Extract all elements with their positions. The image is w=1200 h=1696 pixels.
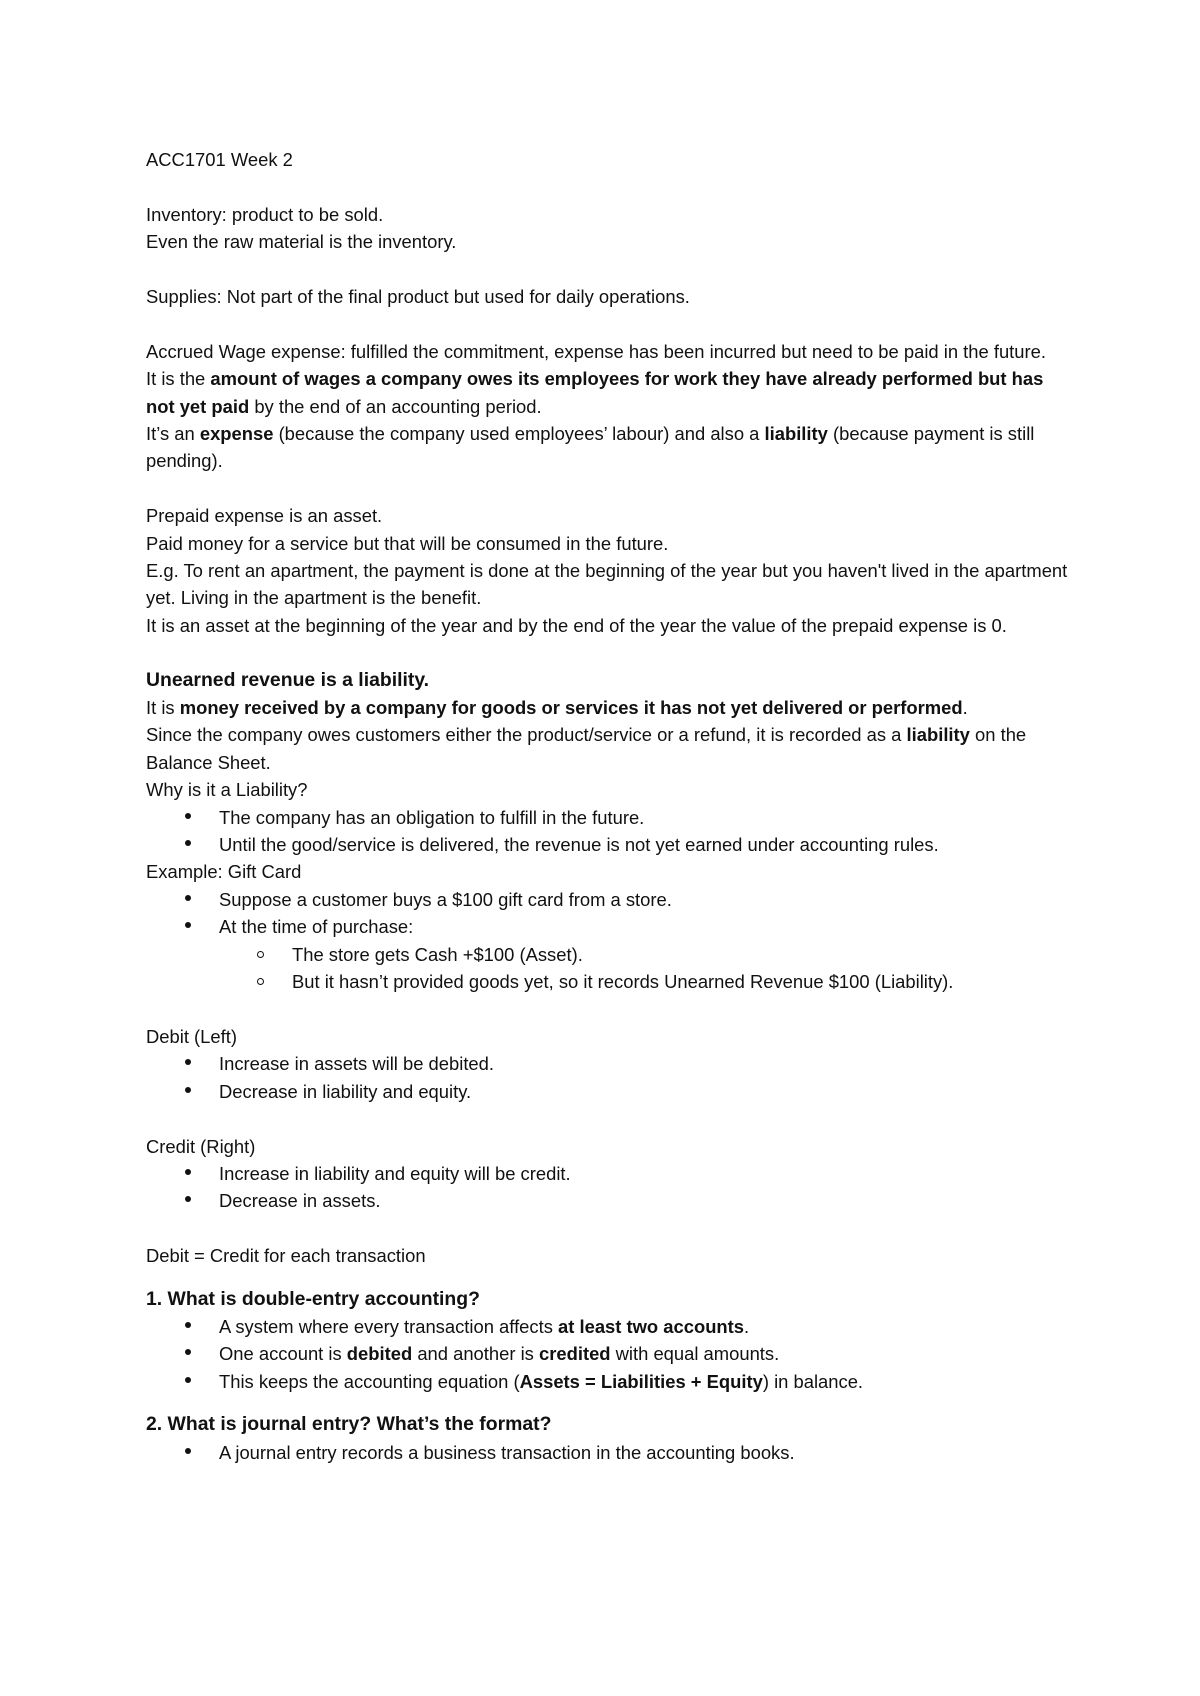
question-2-heading: 2. What is journal entry? What’s the format? <box>146 1413 552 1436</box>
list-item: Suppose a customer buys a $100 gift card from a store. <box>146 886 1076 913</box>
unearned-revenue-definition: It is money received by a company for goods or services it has not yet delivered or performed. <box>146 697 968 719</box>
unearned-revenue-heading: Unearned revenue is a liability. <box>146 668 430 691</box>
question-1-list <box>146 1313 1076 1395</box>
list-item: Decrease in assets. <box>146 1187 1076 1214</box>
example-sublist <box>146 941 1076 996</box>
prepaid-explanation: Paid money for a service but that will be consumed in the future. <box>146 532 669 554</box>
example-heading: Example: Gift Card <box>146 861 302 883</box>
document-title: ACC1701 Week 2 <box>146 149 293 170</box>
accrued-wage-intro: Accrued Wage expense: fulfilled the commitment, expense has been incurred but need to be paid in the future. <box>146 340 1046 362</box>
supplies-definition: Supplies: Not part of the final product but used for daily operations. <box>146 286 690 307</box>
list-item: Decrease in liability and equity. <box>146 1078 1076 1105</box>
list-item: The company has an obligation to fulfill in the future. <box>146 804 1076 831</box>
list-item: Increase in assets will be debited. <box>146 1050 1076 1077</box>
debit-credit-rule: Debit = Credit for each transaction <box>146 1245 426 1267</box>
list-item: This keeps the accounting equation (Assets = Liabilities + Equity) in balance. <box>146 1368 1076 1395</box>
inventory-note: Even the raw material is the inventory. <box>146 231 457 253</box>
credit-heading: Credit (Right) <box>146 1135 256 1157</box>
list-item: At the time of purchase: <box>146 913 1076 940</box>
list-item: But it hasn’t provided goods yet, so it records Unearned Revenue $100 (Liability). <box>146 968 1076 995</box>
debit-list <box>146 1050 1076 1105</box>
question-1-heading: 1. What is double-entry accounting? <box>146 1287 480 1310</box>
document-page <box>146 146 1076 1466</box>
list-item: One account is debited and another is credited with equal amounts. <box>146 1340 1076 1367</box>
list-item: A system where every transaction affects at least two accounts. <box>146 1313 1076 1340</box>
debit-heading: Debit (Left) <box>146 1025 237 1047</box>
list-item: Until the good/service is delivered, the revenue is not yet earned under accounting rules. <box>146 831 1076 858</box>
unearned-revenue-explanation: Since the company owes customers either the product/service or a refund, it is recorded as a liability on the Balance Sheet. <box>146 724 1027 773</box>
prepaid-note: It is an asset at the beginning of the year and by the end of the year the value of the prepaid expense is 0. <box>146 614 1007 636</box>
prepaid-definition: Prepaid expense is an asset. <box>146 505 383 527</box>
list-item: The store gets Cash +$100 (Asset). <box>146 941 1076 968</box>
accrued-wage-definition: It is the amount of wages a company owes its employees for work they have already performed but has not yet paid by the end of an accounting period. <box>146 368 1044 417</box>
credit-list <box>146 1160 1076 1215</box>
inventory-definition: Inventory: product to be sold. <box>146 203 384 225</box>
list-item: A journal entry records a business transaction in the accounting books. <box>146 1439 1076 1466</box>
question-2-list <box>146 1439 1076 1466</box>
why-liability-question: Why is it a Liability? <box>146 779 308 801</box>
list-item: Increase in liability and equity will be credit. <box>146 1160 1076 1187</box>
prepaid-example: E.g. To rent an apartment, the payment is done at the beginning of the year but you haven't lived in the apartment yet. Living in the apartment is the benefit. <box>146 560 1068 609</box>
accrued-wage-classification: It’s an expense (because the company used employees’ labour) and also a liability (because payment is still pending). <box>146 423 1035 472</box>
example-list <box>146 886 1076 941</box>
why-liability-list <box>146 804 1076 859</box>
